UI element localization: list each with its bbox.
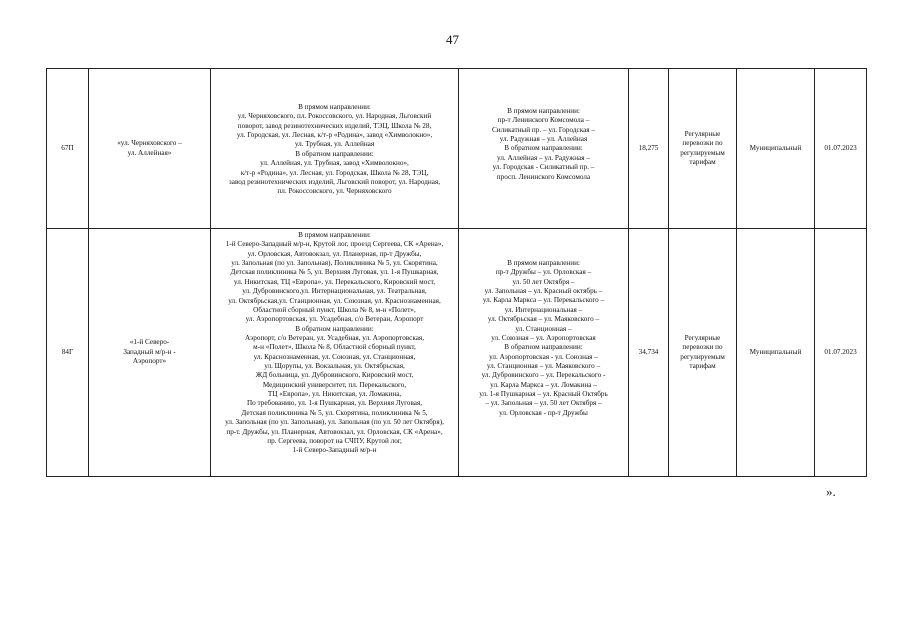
transport-type-cell — [669, 229, 737, 477]
page-number: 47 — [446, 32, 459, 47]
route-streets: В прямом направлении: пр-т Ленинского Комсомола – Силикатный пр. – ул. Городская – ул. Радужная – ул. Аллейная В обратном направлении: ул. Аллейная – ул. Радужная – ул. Городская - Силикатный пр. – просп. Ленинского Комсомола — [491, 107, 596, 181]
route-stops: В прямом направлении: 1-й Северо-Западный м/р-н, Крутой лог, проезд Сергеева, СК «Арена», ул. Орловская, Автовокзал, ул. Планерная, пр-т Дружбы, ул. Запольная (по ул. Запольная), Поликлиника № 5, ул. Скорятина, Детская поликлиника № 5, ул. Верхняя Луговая, ул. 1-я Пушкарная, ул. Никитская, ТЦ «Европа», ул. Перекальского, Кировский мост, ул. Дубровинского,ул. Интернациональная, ул. Театральная, ул. Октябрьская,ул. Станционная, ул. Союзная, ул. Краснознаменная, Областной сборный пункт, Школа № 8, м-н «Полет», ул. Аэропортовская, ул. Усадебная, с/о Ветеран, Аэропорт В обратном направлении: Аэропорт, с/о Ветеран, ул. Усадебная, ул. Аэропортовская, м-н «Полет», Школа № 8, Областной сборный пункт, ул. Краснознаменная, ул. Союзная, ул. Станционная, ул. Щорупы, ул. Вокзальная, ул. Октябрьская, ЖД больница, ул. Дубровинского, Кировский мост, Медицинский университет, пл. Перекальского, ТЦ «Европа», ул. Никитская, ул. Ломакина, По требованию, ул. 1-я Пушкарная, ул. Верхняя Луговая, Детская поликлиника № 5, ул. Скорятина, поликлиника № 5, ул. Запольная (по ул. Запольная), ул. Запольная (по ул. 50 лет Октября), пр-т. Дружбы, ул. Планерная, Автовокзал, ул. Орловская, СК «Арена», пр. Сергеева, поворот на СЧПУ, Крутой лог, 1-й Северо-Западный м/р-н — [225, 231, 444, 455]
table-row — [47, 69, 867, 229]
route-name: «1-й Северо- Западный м/р-н - Аэропорт» — [123, 338, 176, 366]
route-number-cell — [47, 69, 89, 229]
route-streets: В прямом направлении: пр-т Дружбы – ул. Орловская – ул. 50 лет Октября – ул. Запольная – ул. Красный октябрь – ул. Карла Маркса – ул. Перекальского – ул. Интернациональная – ул. Октябрьская – ул. Маяковского – ул. Станционная – ул. Союзная – ул. Аэропортовская В обратном направлении: ул. Аэропортовская - ул. Союзная – ул. Станционная – ул. Маяковского – ул. Дубровинского – ул. Перекальского - ул. Карла Маркса – ул. Ломакина – ул. 1-я Пушкарная – ул. Красный Октябрь – ул. Запольная – ул. 50 лет Октября – ул. Орловская - пр-т Дружбы — [479, 259, 608, 417]
transport-type: Регулярные перевозки по регулируемым тарифам — [680, 333, 725, 370]
route-stops-cell — [211, 229, 459, 477]
route-number-cell — [47, 229, 89, 477]
route-length-cell — [629, 69, 669, 229]
start-date: 01.07.2023 — [824, 143, 857, 152]
route-length: 34,734 — [638, 347, 659, 356]
routes-table — [46, 68, 867, 477]
route-name: «ул. Черняховского – ул. Аллейная» — [117, 139, 182, 157]
route-stops-cell — [211, 69, 459, 229]
start-date-cell — [815, 69, 867, 229]
route-length-cell — [629, 229, 669, 477]
route-streets-cell — [459, 69, 629, 229]
route-length: 18,275 — [638, 143, 659, 152]
carrier-cell — [737, 69, 815, 229]
route-number: 84Г — [61, 347, 74, 356]
route-stops: В прямом направлении: ул. Черняховского, пл. Рокоссовского, ул. Народная, Льговский поворот, завод резинотехнических изделий, ТЭЦ, Школа № 28, ул. Городская, ул. Лесная, к/т-р «Родина», завод «Химволокно», ул. Трубная, ул. Аллейная В обратном направлении: ул. Аллейная, ул. Трубная, завод «Химволокно», к/т-р «Родина», ул. Лесная, ул. Городская, Школа № 28, ТЭЦ, завод резинотехнических изделий, Льговский поворот, ул. Народная, пл. Рокоссовского, ул. Черняховского — [228, 103, 441, 196]
transport-type-cell — [669, 69, 737, 229]
route-number: 67П — [61, 143, 74, 152]
route-name-cell — [89, 229, 211, 477]
route-name-cell — [89, 69, 211, 229]
table-row — [47, 229, 867, 477]
carrier: Муниципальный — [749, 347, 802, 356]
carrier-cell — [737, 229, 815, 477]
closing-quote-mark: ». — [826, 484, 836, 499]
start-date-cell — [815, 229, 867, 477]
route-streets-cell — [459, 229, 629, 477]
transport-type: Регулярные перевозки по регулируемым тарифам — [680, 129, 725, 166]
start-date: 01.07.2023 — [824, 347, 857, 356]
carrier: Муниципальный — [749, 143, 802, 152]
